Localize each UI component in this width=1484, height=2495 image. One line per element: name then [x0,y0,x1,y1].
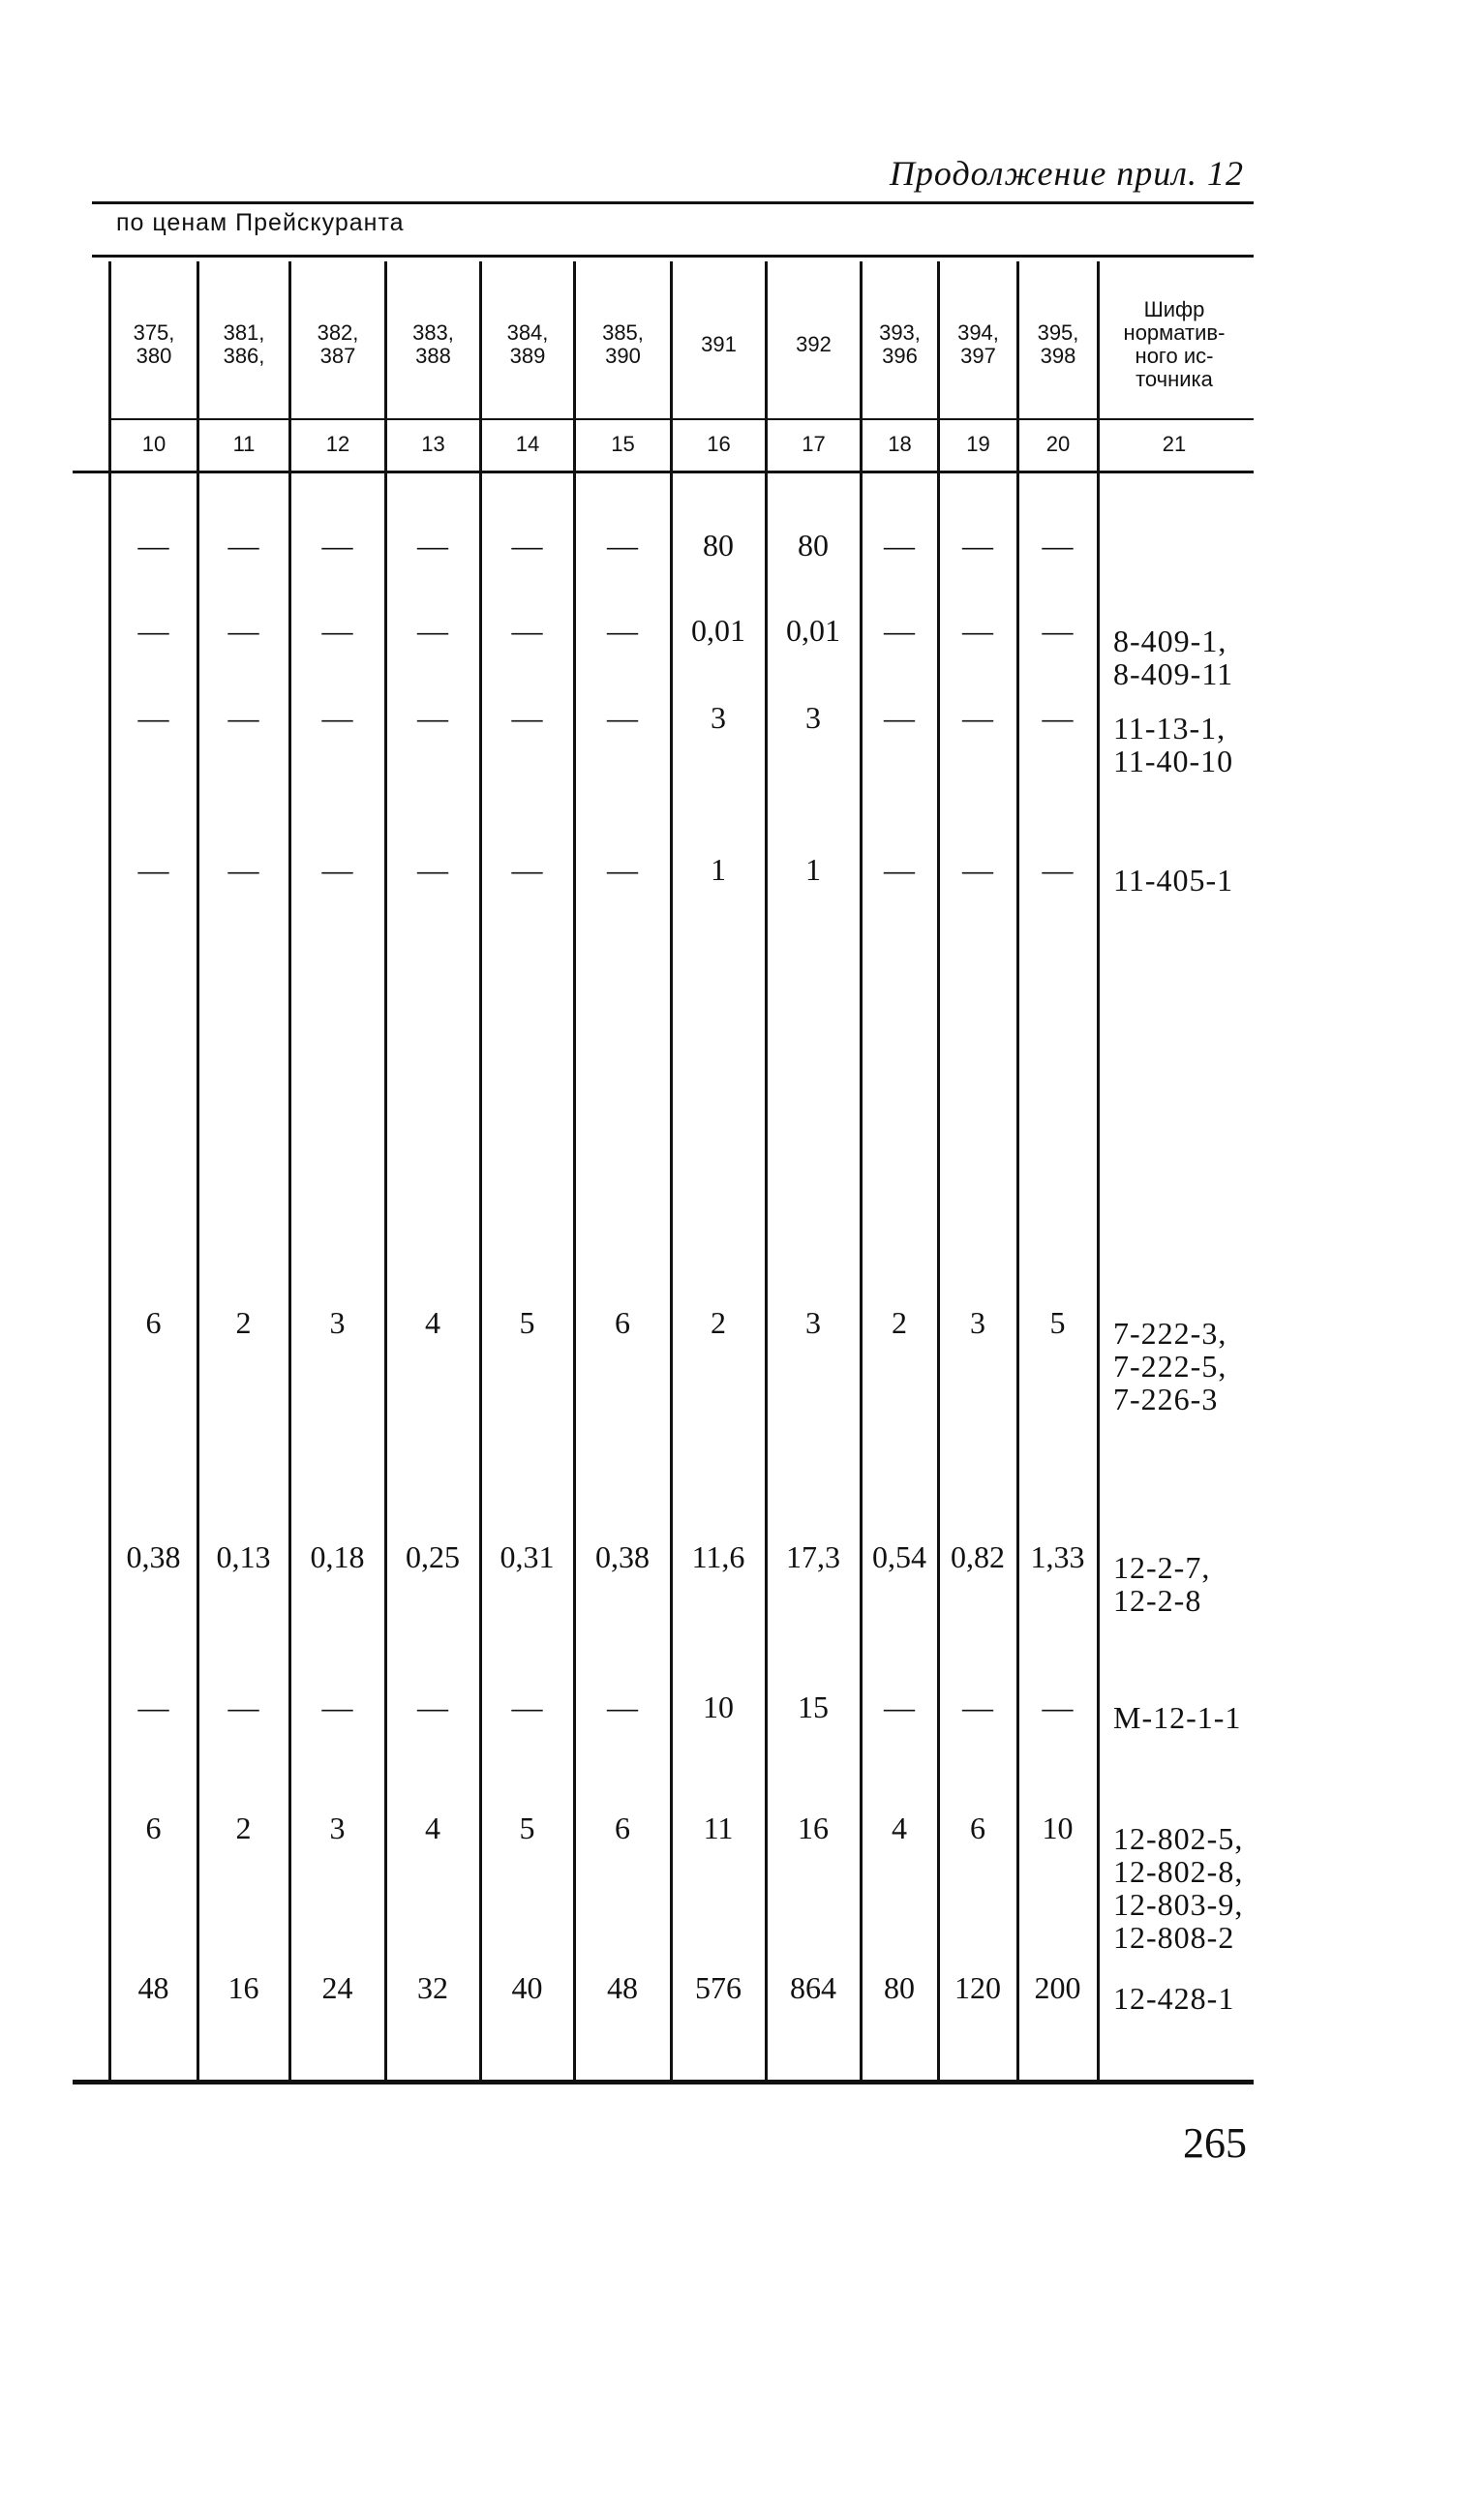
table-cell: 6 [615,1810,630,1845]
table-cell: 200 [1034,1970,1081,2005]
table-cell: 40 [511,1970,543,2005]
table-cell: — [962,1689,993,1724]
table-cell: 0,54 [872,1539,926,1574]
column-header: 375, 380 [133,320,175,368]
table-cell: 0,01 [786,613,840,648]
column-number: 11 [232,432,256,456]
table-cell: 11,6 [691,1539,745,1574]
column-header: 383, 388 [412,320,454,368]
table-cell: — [607,700,638,735]
table-cell: 2 [235,1810,252,1845]
column-number: 14 [515,432,540,456]
table-cell: 576 [695,1970,742,2005]
column-header: 394, 397 [957,320,999,368]
table-cell: — [511,852,543,887]
table-cell: 3 [805,700,821,735]
table-cell: — [884,852,915,887]
column-number: 10 [141,432,167,456]
column-number: 17 [802,432,826,456]
source-code: 8-409-1, 8-409-11 [1113,624,1234,691]
table-cell: — [137,1689,169,1724]
table-cell: — [417,613,448,648]
table-cell: — [962,700,993,735]
table-cell: — [607,528,638,563]
table-subtitle: по ценам Прейскуранта [116,209,405,236]
table-cell: — [884,613,915,648]
table-cell: 3 [329,1305,346,1340]
table-cell: — [227,700,259,735]
table-cell: 10 [703,1689,734,1724]
table-cell: 2 [235,1305,252,1340]
column-header: Шифр норматив- ного ис- точника [1123,297,1226,391]
table-cell: — [607,1689,638,1724]
column-number: 20 [1045,432,1071,456]
table-cell: 5 [1049,1305,1066,1340]
table-cell: 5 [519,1305,535,1340]
table-cell: 0,38 [595,1539,650,1574]
table-cell: — [1042,528,1074,563]
source-code: 12-428-1 [1113,1981,1235,2016]
table-cell: — [962,852,993,887]
header-mid-rule [108,418,1254,420]
table-cell: — [227,613,259,648]
table-cell: 4 [425,1810,440,1845]
table-cell: — [321,700,353,735]
column-number: 21 [1162,432,1187,456]
table-cell: — [884,528,915,563]
table-cell: 0,01 [691,613,745,648]
source-code: 12-802-5, 12-802-8, 12-803-9, 12-808-2 [1113,1821,1244,1955]
table-cell: 864 [790,1970,836,2005]
table-cell: 2 [711,1305,726,1340]
table-cell: — [1042,700,1074,735]
table-cell: — [511,528,543,563]
table-cell: 24 [321,1970,353,2005]
table-cell: 6 [145,1305,162,1340]
source-code: 7-222-3, 7-222-5, 7-226-3 [1113,1316,1227,1416]
table-cell: 0,31 [500,1539,555,1574]
page-number: 265 [1183,2119,1247,2167]
table-cell: 3 [970,1305,985,1340]
table-cell: 0,38 [126,1539,181,1574]
header-bottom-rule [73,471,1254,473]
column-header: 395, 398 [1037,320,1079,368]
table-cell: 10 [1042,1810,1074,1845]
column-number: 19 [966,432,990,456]
table-cell: — [417,528,448,563]
table-cell: — [227,528,259,563]
table-cell: 3 [711,700,726,735]
table-cell: — [511,1689,543,1724]
table-cell: — [321,613,353,648]
table-cell: 1 [805,852,821,887]
header-top-rule [92,255,1254,258]
table-cell: 6 [970,1810,985,1845]
table-cell: — [137,613,169,648]
column-header: 381, 386, [223,320,265,368]
source-code: 11-13-1, 11-40-10 [1113,711,1234,778]
table-cell: 17,3 [786,1539,840,1574]
table-cell: — [884,1689,915,1724]
column-header: 382, 387 [317,320,359,368]
table-cell: — [321,852,353,887]
page-header: Продолжение прил. 12 [889,154,1244,193]
table-cell: 120 [954,1970,1001,2005]
column-number: 18 [888,432,912,456]
column-header: 393, 396 [879,320,921,368]
table-cell: 0,25 [406,1539,460,1574]
table-cell: — [1042,613,1074,648]
table-cell: — [137,700,169,735]
table-cell: — [227,852,259,887]
table-cell: — [417,1689,448,1724]
table-cell: 0,82 [951,1539,1005,1574]
table-cell: — [321,1689,353,1724]
table-cell: — [962,613,993,648]
table-cell: — [511,613,543,648]
column-number: 16 [707,432,731,456]
table-cell: 80 [884,1970,915,2005]
table-cell: 3 [805,1305,821,1340]
table-cell: — [137,528,169,563]
column-header: 392 [796,332,832,356]
table-cell: — [137,852,169,887]
table-cell: 6 [145,1810,162,1845]
source-code: 12-2-7, 12-2-8 [1113,1550,1211,1618]
top-rule [92,201,1254,204]
table-cell: — [884,700,915,735]
table-cell: — [1042,852,1074,887]
column-header: 385, 390 [602,320,644,368]
table-cell: 0,18 [310,1539,365,1574]
table-bottom-rule [73,2080,1254,2084]
table-cell: 48 [607,1970,638,2005]
table-cell: 5 [519,1810,535,1845]
table-cell: 3 [329,1810,346,1845]
table-cell: 6 [615,1305,630,1340]
table-cell: — [417,852,448,887]
source-code: М-12-1-1 [1113,1700,1242,1735]
table-cell: — [1042,1689,1074,1724]
table-cell: 0,13 [216,1539,271,1574]
table-cell: — [321,528,353,563]
column-divider [1097,261,1100,2080]
table-cell: 11 [703,1810,734,1845]
table-cell: 4 [892,1810,907,1845]
table-cell: 1,33 [1030,1539,1085,1574]
table-cell: — [417,700,448,735]
column-header: 391 [701,332,737,356]
table-cell: — [227,1689,259,1724]
table-cell: 48 [137,1970,169,2005]
table-cell: 80 [703,528,734,563]
column-number: 15 [611,432,635,456]
table-cell: — [607,613,638,648]
column-number: 12 [325,432,350,456]
table-cell: 15 [798,1689,829,1724]
table-cell: 16 [227,1970,259,2005]
table-cell: 1 [711,852,726,887]
table-cell: — [511,700,543,735]
column-header: 384, 389 [506,320,549,368]
table-cell: 4 [425,1305,440,1340]
table-cell: — [962,528,993,563]
table-cell: 32 [417,1970,448,2005]
table-cell: — [607,852,638,887]
table-cell: 80 [798,528,829,563]
table-cell: 2 [892,1305,907,1340]
column-number: 13 [421,432,445,456]
source-code: 11-405-1 [1113,863,1234,898]
table-cell: 16 [798,1810,829,1845]
